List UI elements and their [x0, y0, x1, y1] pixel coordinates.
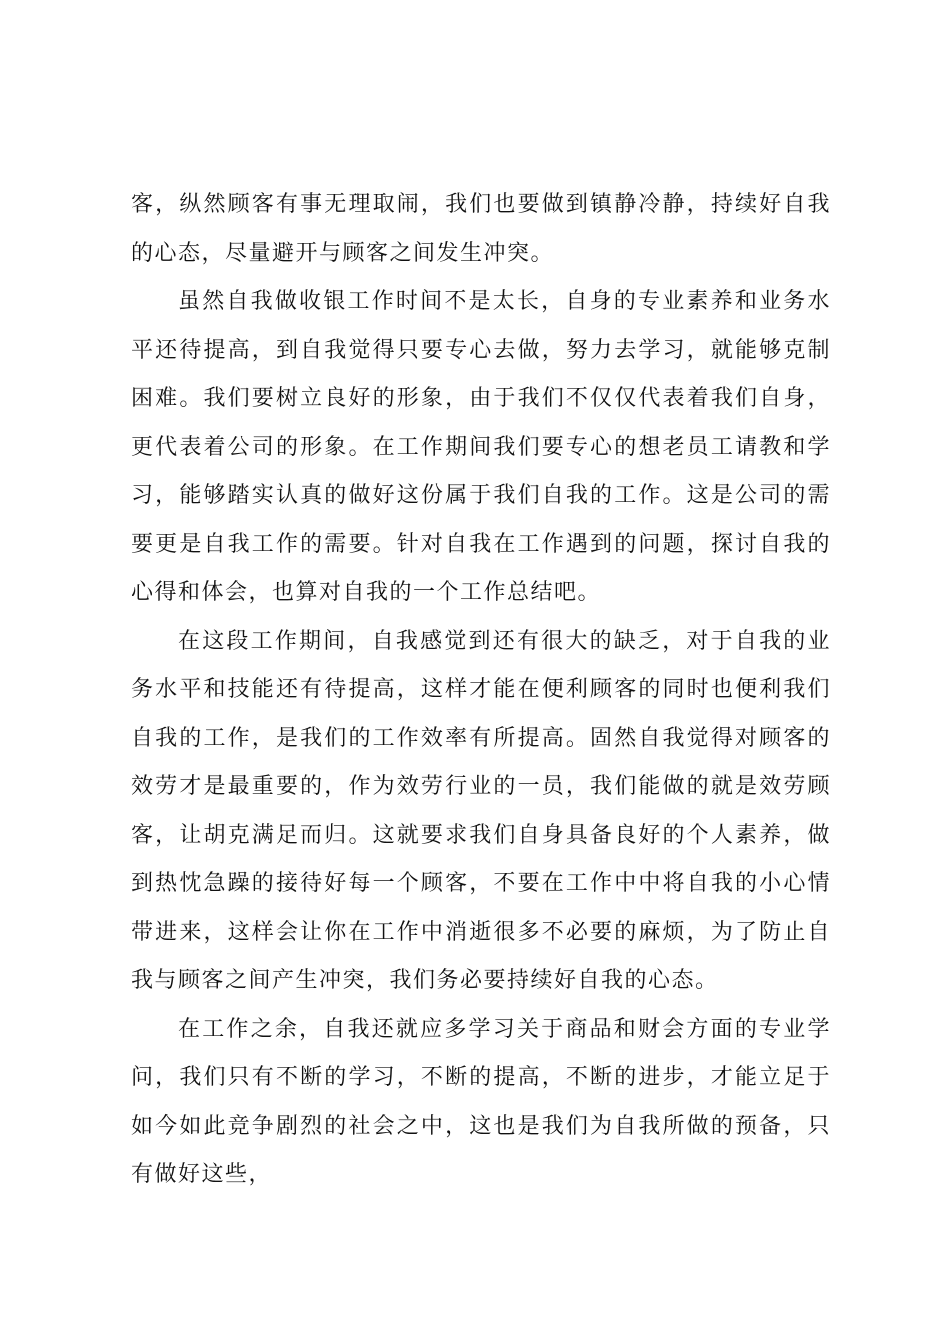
paragraph-1: 客，纵然顾客有事无理取闹，我们也要做到镇静冷静，持续好自我的心态，尽量避开与顾客之间发生冲突。 — [131, 192, 831, 266]
paragraph-3: 在这段工作期间，自我感觉到还有很大的缺乏，对于自我的业务水平和技能还有待提高，这样才能在便利顾客的同时也便利我们自我的工作，是我们的工作效率有所提高。固然自我觉得对顾客的效劳才是最重要的，作为效劳行业的一员，我们能做的就是效劳顾客，让胡克满足而归。这就要求我们自身具备良好的个人素养，做到热忱急躁的接待好每一个顾客，不要在工作中中将自我的小心情带进来，这样会让你在工作中消逝很多不必要的麻烦，为了防止自我与顾客之间产生冲突，我们务必要持续好自我的心态。 — [131, 628, 831, 993]
paragraph-4: 在工作之余，自我还就应多学习关于商品和财会方面的专业学问，我们只有不断的学习，不断的提高，不断的进步，才能立足于如今如此竞争剧烈的社会之中，这也是我们为自我所做的预备，只有做好这些， — [131, 1016, 831, 1187]
paragraph-2: 虽然自我做收银工作时间不是太长，自身的专业素养和业务水平还待提高，到自我觉得只要专心去做，努力去学习，就能够克制困难。我们要树立良好的形象，由于我们不仅仅代表着我们自身，更代表着公司的形象。在工作期间我们要专心的想老员工请教和学习，能够踏实认真的做好这份属于我们自我的工作。这是公司的需要更是自我工作的需要。针对自我在工作遇到的问题，探讨自我的心得和体会，也算对自我的一个工作总结吧。 — [131, 289, 831, 605]
document-body — [131, 181, 831, 1200]
